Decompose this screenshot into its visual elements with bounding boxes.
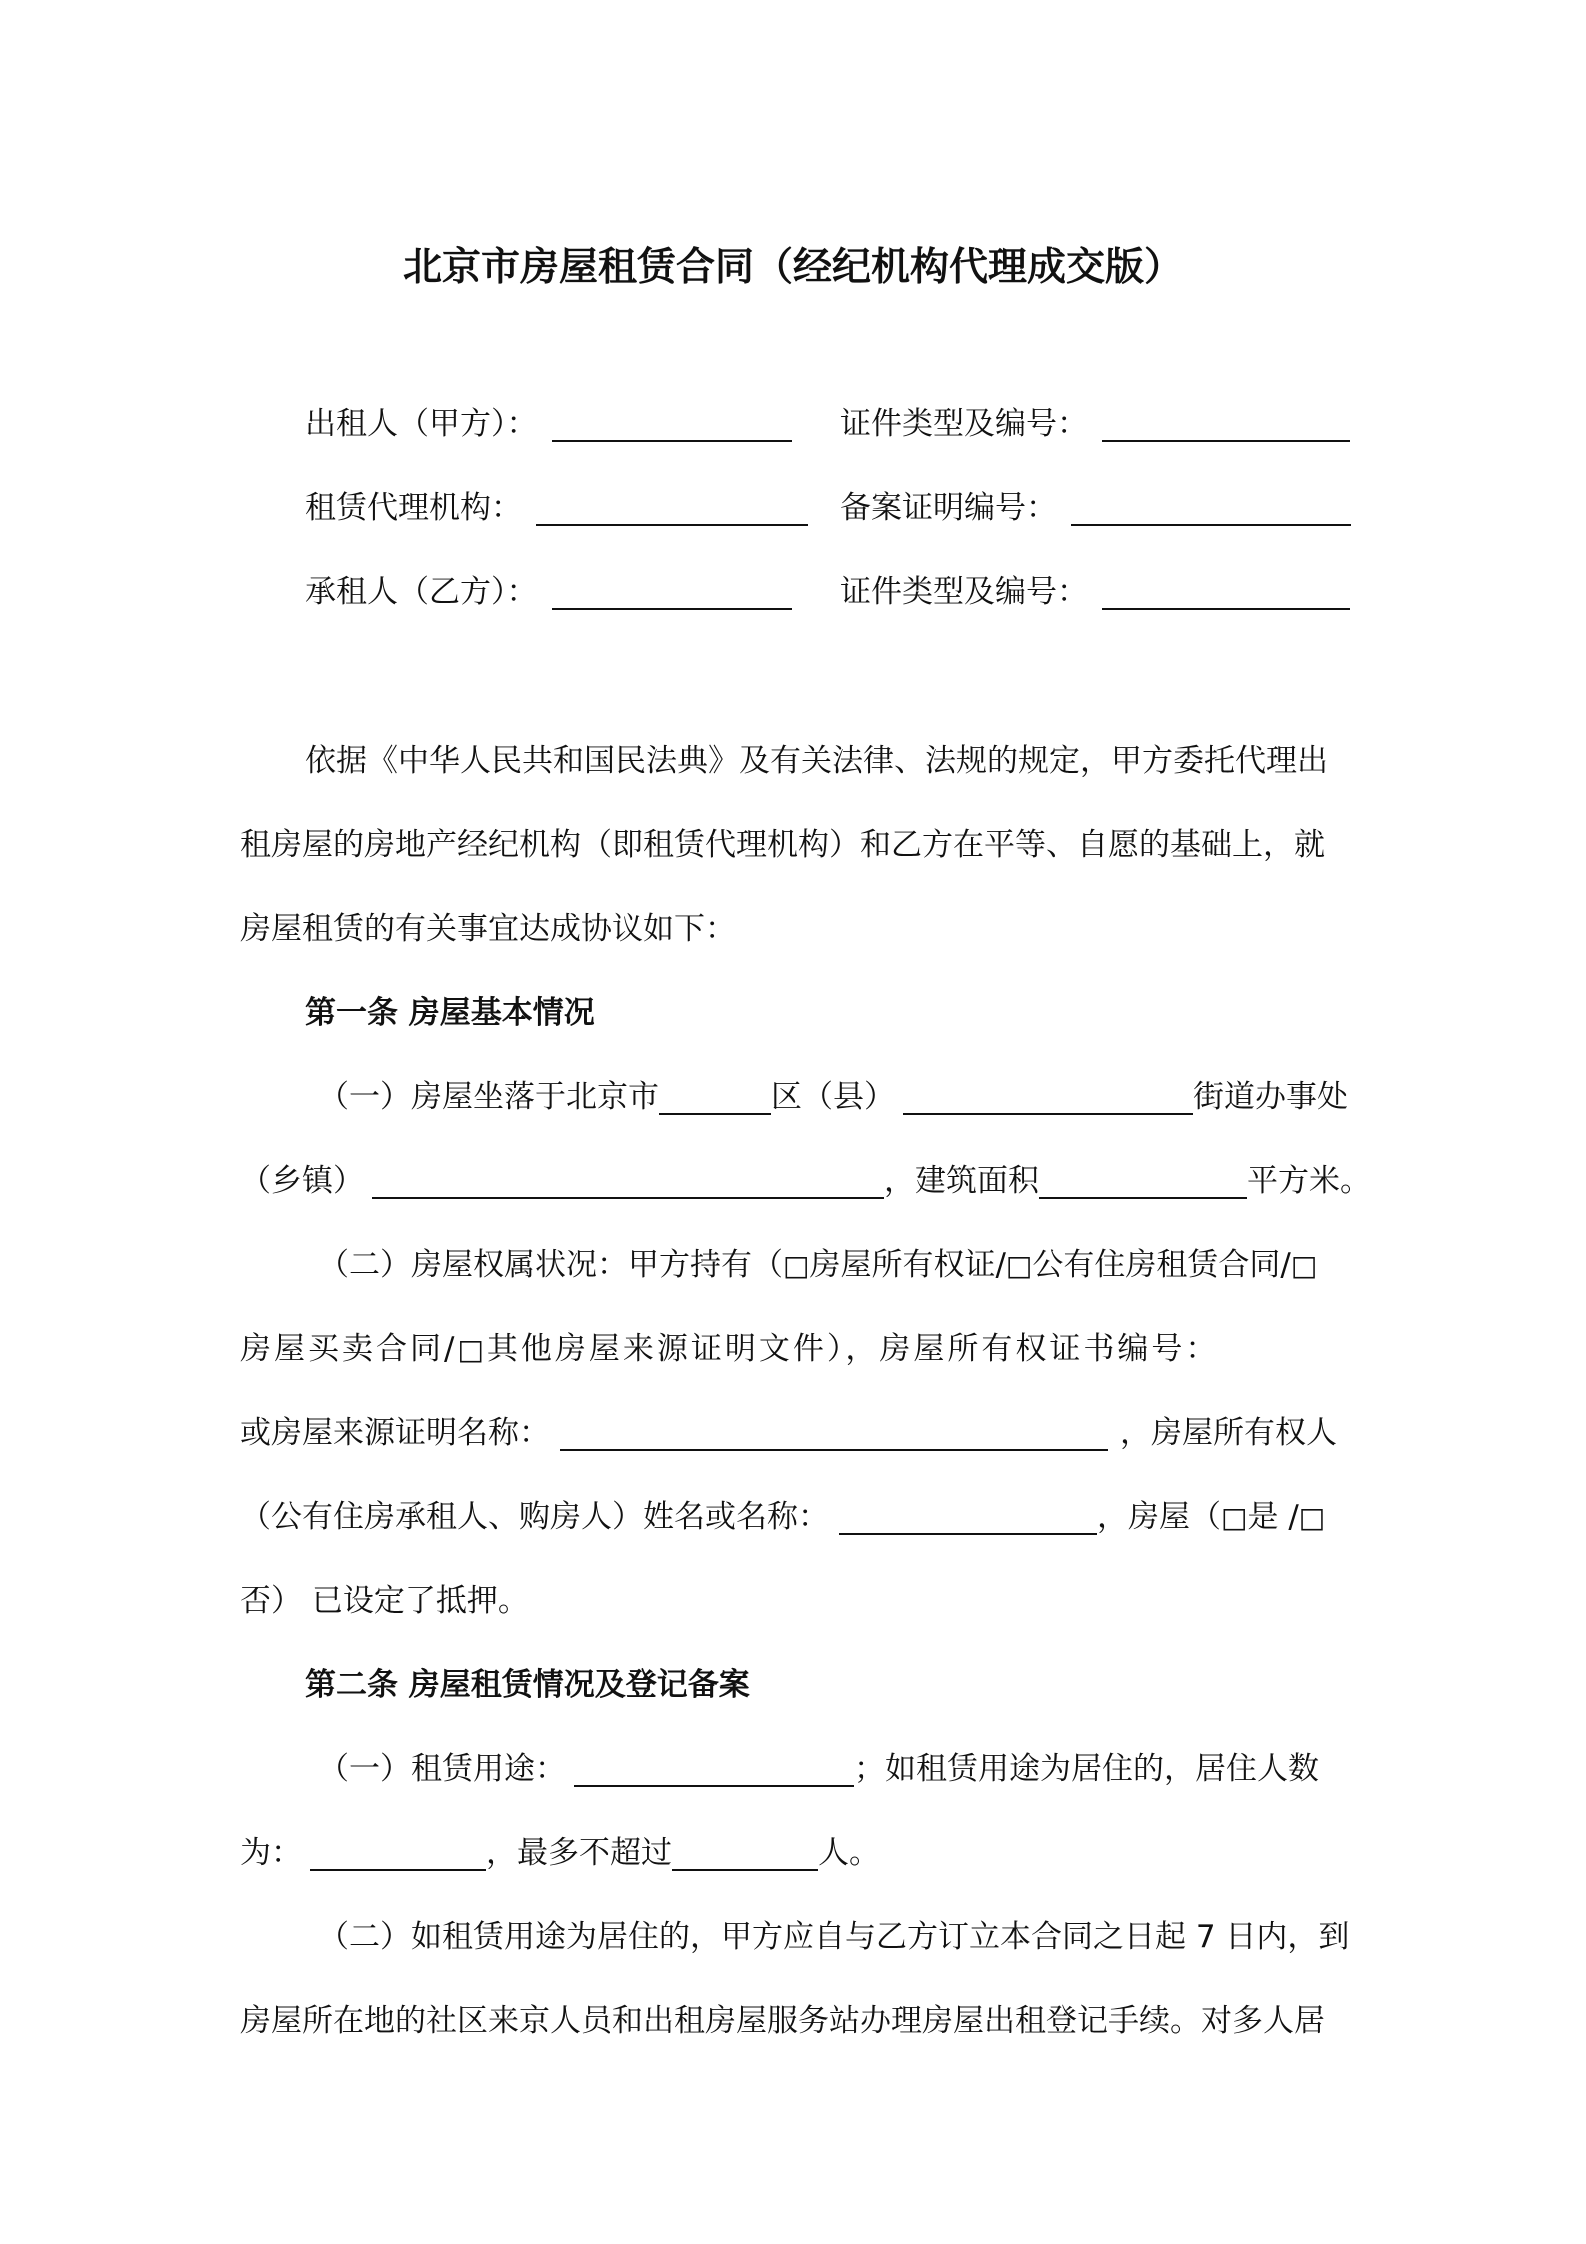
owner-label: ，房屋所有权人 xyxy=(1120,1415,1337,1451)
township-field[interactable] xyxy=(372,1163,884,1199)
lessor-id-row xyxy=(840,404,1350,444)
occupant-prefix-label: 为： xyxy=(240,1835,302,1871)
other-source-checkbox[interactable]: □ xyxy=(457,1333,487,1366)
ownership-label: （二）房屋权属状况：甲方持有（ xyxy=(318,1247,783,1283)
occupant-count-field[interactable] xyxy=(310,1835,486,1871)
public-housing-checkbox[interactable]: □ xyxy=(1005,1249,1033,1282)
cert-number-label: 其他房屋来源证明文件），房屋所有权证书编号： xyxy=(486,1331,1220,1367)
lessor-label: 出租人（甲方）： xyxy=(305,406,538,442)
mortgage-yes-label: 是 / xyxy=(1247,1499,1299,1535)
article-1-item-1-row-1 xyxy=(318,1077,1348,1117)
township-label: （乡镇） xyxy=(240,1163,364,1199)
ownership-cert-checkbox[interactable]: □ xyxy=(783,1249,810,1282)
lessor-id-label: 证件类型及编号： xyxy=(840,406,1088,442)
purchase-contract-checkbox[interactable]: □ xyxy=(1290,1249,1318,1282)
district-field[interactable] xyxy=(659,1079,771,1115)
record-row xyxy=(840,488,1351,528)
mortgage-no-label: 否） 已设定了抵押。 xyxy=(240,1583,529,1619)
area-field[interactable] xyxy=(1039,1163,1247,1199)
lessee-name-field[interactable] xyxy=(552,574,792,610)
lessee-id-label: 证件类型及编号： xyxy=(840,574,1088,610)
article-2-item-1-row-1 xyxy=(318,1749,1319,1789)
preamble-line-3: 房屋租赁的有关事宜达成协议如下： xyxy=(240,911,736,947)
occupant-label: ；如租赁用途为居住的，居住人数 xyxy=(854,1751,1319,1787)
lessor-name-field[interactable] xyxy=(552,406,792,442)
public-housing-label: 公有住房租赁合同/ xyxy=(1032,1247,1291,1283)
article-1-item-2-row-3 xyxy=(240,1413,1337,1453)
article-2-item-2-line-1: （二）如租赁用途为居住的，甲方应自与乙方订立本合同之日起 7 日内，到 xyxy=(318,1919,1350,1955)
contract-title: 北京市房屋租赁合同（经纪机构代理成交版） xyxy=(402,245,1183,290)
article-1-item-1-row-2 xyxy=(240,1161,1371,1201)
article-1-item-2-row-1 xyxy=(318,1245,1317,1286)
street-office-label: 街道办事处 xyxy=(1193,1079,1348,1115)
district-label: 区（县） xyxy=(771,1079,895,1115)
article-2-item-1-row-2 xyxy=(240,1833,880,1873)
source-name-label: 或房屋来源证明名称： xyxy=(240,1415,550,1451)
article-2-item-2-line-2: 房屋所在地的社区来京人员和出租房屋服务站办理房屋出租登记手续。对多人居 xyxy=(240,2003,1325,2039)
agency-name-field[interactable] xyxy=(536,490,808,526)
mortgage-yes-checkbox[interactable]: □ xyxy=(1221,1501,1248,1534)
lessor-id-field[interactable] xyxy=(1102,406,1350,442)
preamble-line-1: 依据《中华人民共和国民法典》及有关法律、法规的规定，甲方委托代理出 xyxy=(305,743,1328,779)
mortgage-label: ，房屋（ xyxy=(1097,1499,1221,1535)
lessee-id-row xyxy=(840,572,1350,612)
agency-row xyxy=(305,488,808,528)
record-label: 备案证明编号： xyxy=(840,490,1057,526)
source-name-field[interactable] xyxy=(560,1415,1108,1451)
street-field[interactable] xyxy=(903,1079,1193,1115)
usage-label: （一）租赁用途： xyxy=(318,1751,566,1787)
lessee-row xyxy=(305,572,792,612)
owner-name-field[interactable] xyxy=(839,1499,1097,1535)
article-1-heading: 第一条 房屋基本情况 xyxy=(305,995,595,1031)
lessee-id-field[interactable] xyxy=(1102,574,1350,610)
person-unit-label: 人。 xyxy=(818,1835,880,1871)
record-number-field[interactable] xyxy=(1071,490,1351,526)
location-label: （一）房屋坐落于北京市 xyxy=(318,1079,659,1115)
max-occupant-label: ，最多不超过 xyxy=(486,1835,672,1871)
area-unit-label: 平方米。 xyxy=(1247,1163,1371,1199)
usage-field[interactable] xyxy=(574,1751,854,1787)
article-1-item-2-row-2 xyxy=(240,1329,1219,1370)
owner-name-label: （公有住房承租人、购房人）姓名或名称： xyxy=(240,1499,829,1535)
preamble-line-2: 租房屋的房地产经纪机构（即租赁代理机构）和乙方在平等、自愿的基础上，就 xyxy=(240,827,1325,863)
article-1-item-2-row-4 xyxy=(240,1497,1325,1538)
mortgage-no-checkbox[interactable]: □ xyxy=(1298,1501,1326,1534)
article-2-heading: 第二条 房屋租赁情况及登记备案 xyxy=(305,1667,750,1703)
max-occupant-field[interactable] xyxy=(672,1835,818,1871)
lessee-label: 承租人（乙方）： xyxy=(305,574,538,610)
area-label: ，建筑面积 xyxy=(884,1163,1039,1199)
lessor-row xyxy=(305,404,792,444)
ownership-cert-label: 房屋所有权证/ xyxy=(809,1247,1006,1283)
agency-label: 租赁代理机构： xyxy=(305,490,522,526)
purchase-contract-label: 房屋买卖合同/ xyxy=(240,1331,458,1367)
